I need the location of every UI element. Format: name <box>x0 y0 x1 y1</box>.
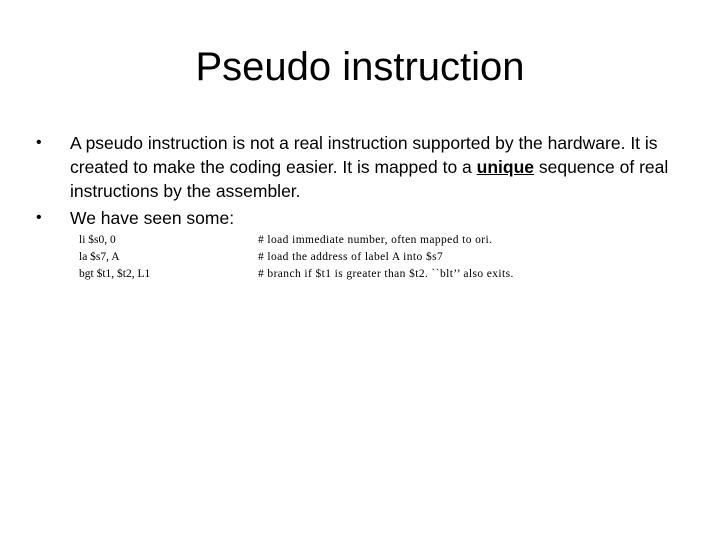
code-instruction: bgt $t1, $t2, L1 <box>79 268 151 280</box>
code-comment: # branch if $t1 is greater than $t2. ``blt’’ also exits. <box>258 268 514 280</box>
code-line <box>79 266 699 283</box>
code-instruction: li $s0, 0 <box>79 234 116 246</box>
code-block <box>79 232 699 283</box>
emphasized-word: unique <box>476 157 534 177</box>
bullet-text-end: sequence of real instructions by the assembler. <box>70 157 669 201</box>
bullet-text-start: A pseudo instruction is not a real instruction supported by the hardware. It is created to make the coding easier. It is mapped to a <box>70 133 658 177</box>
code-comment: # load the address of label A into $s7 <box>258 251 444 263</box>
bullet-marker: • <box>36 209 42 226</box>
bullet-text <box>70 131 690 203</box>
code-comment: # load immediate number, often mapped to ori. <box>258 234 493 246</box>
code-line <box>79 232 699 249</box>
bullet-text: We have seen some: <box>70 208 235 228</box>
slide-title: Pseudo instruction <box>195 45 525 89</box>
bullet-marker: • <box>36 134 42 151</box>
code-instruction: la $s7, A <box>79 251 120 263</box>
code-line <box>79 249 699 266</box>
